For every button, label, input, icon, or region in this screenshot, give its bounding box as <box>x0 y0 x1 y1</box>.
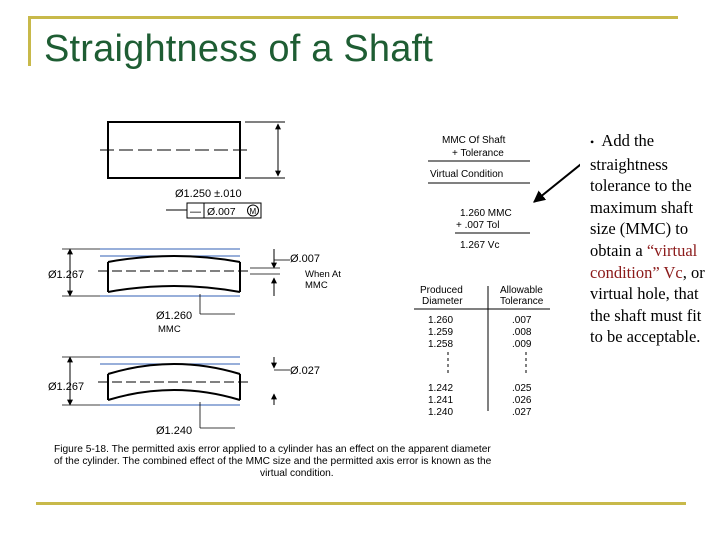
middle-bottom-sub: MMC <box>158 324 181 335</box>
fcf-straightness-symbol: — <box>190 206 201 218</box>
vc-label: Virtual Condition <box>430 169 504 180</box>
table-col1-header-1: Produced <box>420 285 463 296</box>
fcf-modifier: M <box>249 207 257 216</box>
table-col2-header-2: Tolerance <box>500 296 544 307</box>
table-col1-header-2: Diameter <box>422 296 463 307</box>
table-row-2-diameter: 1.259 <box>428 327 454 338</box>
table-row-4-tolerance: .025 <box>512 383 532 394</box>
bullet-text-before: Add the straightness tolerance to the maximum shaft size (MMC) to obtain a <box>590 131 694 260</box>
table-row-4-diameter: 1.242 <box>428 383 454 394</box>
middle-left-dim: Ø1.267 <box>48 269 85 281</box>
bullet-text-after: , or virtual hole, that the shaft must fit to be acceptable. <box>590 262 705 347</box>
table-row-6-tolerance: .027 <box>512 407 532 418</box>
bottom-right-dim: Ø.027 <box>290 365 320 377</box>
bottom-left-dim: Ø1.267 <box>48 381 85 393</box>
figure-caption-line-2: of the cylinder. The combined effect of the MMC size and the permitted axis error is known as the <box>54 456 492 467</box>
when-at-2: MMC <box>305 280 328 291</box>
table-row-5-tolerance: .026 <box>512 395 532 406</box>
table-row-3-diameter: 1.258 <box>428 339 454 350</box>
bullet-highlight: “virtual condition” Vc <box>590 240 698 282</box>
mmc-header-2: + Tolerance <box>452 148 504 159</box>
table-row-5-diameter: 1.241 <box>428 395 454 406</box>
frame-top-rule <box>28 16 678 19</box>
table-row-2-tolerance: .008 <box>512 327 532 338</box>
figure-caption-line-3: virtual condition. <box>260 468 334 479</box>
top-shaft <box>100 122 285 218</box>
frame-left-rule <box>28 16 31 66</box>
mmc-result: 1.267 Vc <box>460 240 500 251</box>
middle-shaft <box>48 249 341 335</box>
middle-bottom-dim: Ø1.260 <box>156 310 193 322</box>
table-col2-header-1: Allowable <box>500 285 543 296</box>
mmc-panel <box>428 135 530 251</box>
fcf-tolerance: Ø.007 <box>207 206 236 218</box>
tolerance-table <box>414 285 550 418</box>
figure-caption-line-1: Figure 5-18. The permitted axis error applied to a cylinder has an effect on the apparent diameter <box>54 444 491 455</box>
bullet-marker: • <box>590 135 595 149</box>
bottom-bottom-dim: Ø1.240 <box>156 425 193 437</box>
mmc-row-1: 1.260 MMC <box>460 208 512 219</box>
table-row-3-tolerance: .009 <box>512 339 532 350</box>
table-row-1-tolerance: .007 <box>512 315 532 326</box>
middle-right-dim: Ø.007 <box>290 253 320 265</box>
frame-bottom-rule <box>36 502 686 505</box>
table-row-6-diameter: 1.240 <box>428 407 454 418</box>
when-at-1: When At <box>305 269 341 280</box>
mmc-row-2: + .007 Tol <box>456 220 500 231</box>
table-row-1-diameter: 1.260 <box>428 315 454 326</box>
bullet-point <box>590 130 708 348</box>
straightness-figure <box>40 106 580 486</box>
top-diameter-label: Ø1.250 ±.010 <box>175 188 242 200</box>
slide-title: Straightness of a Shaft <box>44 28 434 70</box>
callout-arrow <box>534 152 580 202</box>
bottom-shaft <box>48 357 320 437</box>
mmc-header-1: MMC Of Shaft <box>442 135 506 146</box>
